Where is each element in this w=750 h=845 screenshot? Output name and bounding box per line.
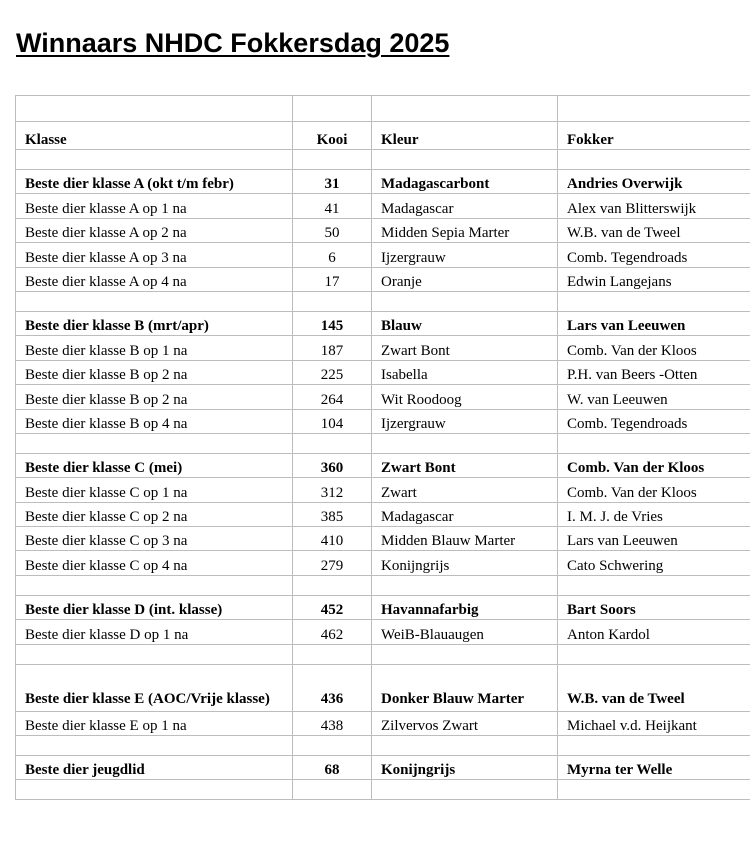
kleur-cell: Konijngrijs <box>372 756 558 780</box>
fokker-cell: Lars van Leeuwen <box>558 311 750 335</box>
empty-cell <box>16 644 293 664</box>
column-header-kleur: Kleur <box>372 122 558 150</box>
empty-cell <box>293 96 372 122</box>
table-row <box>16 620 750 644</box>
fokker-cell: Edwin Langejans <box>558 267 750 291</box>
klasse-cell: Beste dier klasse C op 3 na <box>16 527 293 551</box>
table-row <box>16 478 750 502</box>
kleur-cell: Konijngrijs <box>372 551 558 575</box>
kooi-cell: 385 <box>293 502 372 526</box>
klasse-cell: Beste dier klasse B op 2 na <box>16 360 293 384</box>
winner-row <box>16 170 750 194</box>
spacer-row <box>16 644 750 664</box>
table-row <box>16 551 750 575</box>
empty-cell <box>16 780 293 800</box>
table-row <box>16 385 750 409</box>
page-title: Winnaars NHDC Fokkersdag 2025 <box>16 28 450 58</box>
klasse-cell: Beste dier klasse B op 1 na <box>16 336 293 360</box>
empty-cell <box>16 433 293 453</box>
fokker-cell: I. M. J. de Vries <box>558 502 750 526</box>
empty-cell <box>372 291 558 311</box>
kleur-cell: Madagascar <box>372 194 558 218</box>
winner-row <box>16 453 750 477</box>
empty-cell <box>293 575 372 595</box>
kleur-cell: Ijzergrauw <box>372 243 558 267</box>
fokker-cell: W.B. van de Tweel <box>558 218 750 242</box>
kooi-cell: 410 <box>293 527 372 551</box>
fokker-cell: P.H. van Beers -Otten <box>558 360 750 384</box>
empty-cell <box>558 736 750 756</box>
klasse-cell: Beste dier klasse C (mei) <box>16 453 293 477</box>
table-row <box>16 336 750 360</box>
klasse-cell: Beste dier klasse E (AOC/Vrije klasse) <box>16 664 293 711</box>
spacer-row <box>16 96 750 122</box>
klasse-cell: Beste dier klasse A (okt t/m febr) <box>16 170 293 194</box>
kooi-cell: 360 <box>293 453 372 477</box>
winner-row <box>16 756 750 780</box>
kleur-cell: Madagascar <box>372 502 558 526</box>
kooi-cell: 68 <box>293 756 372 780</box>
table-row <box>16 218 750 242</box>
empty-cell <box>293 780 372 800</box>
fokker-cell: Comb. Van der Kloos <box>558 453 750 477</box>
kooi-cell: 312 <box>293 478 372 502</box>
spacer-row <box>16 736 750 756</box>
klasse-cell: Beste dier klasse E op 1 na <box>16 711 293 735</box>
kooi-cell: 225 <box>293 360 372 384</box>
kooi-cell: 31 <box>293 170 372 194</box>
klasse-cell: Beste dier klasse A op 3 na <box>16 243 293 267</box>
kleur-cell: Donker Blauw Marter <box>372 664 558 711</box>
fokker-cell: Comb. Tegendroads <box>558 409 750 433</box>
klasse-cell: Beste dier klasse B op 4 na <box>16 409 293 433</box>
kooi-cell: 438 <box>293 711 372 735</box>
fokker-cell: Myrna ter Welle <box>558 756 750 780</box>
empty-cell <box>16 150 293 170</box>
kleur-cell: Oranje <box>372 267 558 291</box>
klasse-cell: Beste dier klasse B (mrt/apr) <box>16 311 293 335</box>
fokker-cell: Comb. Tegendroads <box>558 243 750 267</box>
empty-cell <box>558 644 750 664</box>
fokker-cell: Comb. Van der Kloos <box>558 478 750 502</box>
table-row <box>16 711 750 735</box>
empty-cell <box>372 433 558 453</box>
table-row <box>16 267 750 291</box>
klasse-cell: Beste dier klasse A op 2 na <box>16 218 293 242</box>
table-row <box>16 360 750 384</box>
spacer-row <box>16 780 750 800</box>
fokker-cell: Anton Kardol <box>558 620 750 644</box>
kleur-cell: Ijzergrauw <box>372 409 558 433</box>
kooi-cell: 50 <box>293 218 372 242</box>
empty-cell <box>16 736 293 756</box>
winner-row <box>16 595 750 619</box>
kleur-cell: Zilvervos Zwart <box>372 711 558 735</box>
kooi-cell: 17 <box>293 267 372 291</box>
kooi-cell: 41 <box>293 194 372 218</box>
kooi-cell: 104 <box>293 409 372 433</box>
klasse-cell: Beste dier klasse B op 2 na <box>16 385 293 409</box>
empty-cell <box>372 575 558 595</box>
fokker-cell: W.B. van de Tweel <box>558 664 750 711</box>
kooi-cell: 264 <box>293 385 372 409</box>
klasse-cell: Beste dier klasse A op 1 na <box>16 194 293 218</box>
klasse-cell: Beste dier klasse C op 4 na <box>16 551 293 575</box>
kleur-cell: Blauw <box>372 311 558 335</box>
kleur-cell: Isabella <box>372 360 558 384</box>
empty-cell <box>16 96 293 122</box>
kleur-cell: Wit Roodoog <box>372 385 558 409</box>
kooi-cell: 436 <box>293 664 372 711</box>
fokker-cell: Michael v.d. Heijkant <box>558 711 750 735</box>
empty-cell <box>293 736 372 756</box>
klasse-cell: Beste dier jeugdlid <box>16 756 293 780</box>
empty-cell <box>293 644 372 664</box>
empty-cell <box>558 780 750 800</box>
kooi-cell: 187 <box>293 336 372 360</box>
empty-cell <box>558 150 750 170</box>
column-header-klasse: Klasse <box>16 122 293 150</box>
kooi-cell: 145 <box>293 311 372 335</box>
empty-cell <box>16 291 293 311</box>
klasse-cell: Beste dier klasse C op 1 na <box>16 478 293 502</box>
kleur-cell: Havannafarbig <box>372 595 558 619</box>
klasse-cell: Beste dier klasse C op 2 na <box>16 502 293 526</box>
empty-cell <box>293 433 372 453</box>
results-body <box>16 96 750 800</box>
fokker-cell: Comb. Van der Kloos <box>558 336 750 360</box>
empty-cell <box>372 644 558 664</box>
empty-cell <box>558 96 750 122</box>
empty-cell <box>16 575 293 595</box>
kleur-cell: Midden Sepia Marter <box>372 218 558 242</box>
fokker-cell: Alex van Blitterswijk <box>558 194 750 218</box>
table-row <box>16 194 750 218</box>
fokker-cell: Lars van Leeuwen <box>558 527 750 551</box>
results-table <box>15 95 750 800</box>
fokker-cell: W. van Leeuwen <box>558 385 750 409</box>
column-header-kooi: Kooi <box>293 122 372 150</box>
fokker-cell: Bart Soors <box>558 595 750 619</box>
fokker-cell: Andries Overwijk <box>558 170 750 194</box>
winner-row <box>16 311 750 335</box>
klasse-cell: Beste dier klasse D (int. klasse) <box>16 595 293 619</box>
kleur-cell: Zwart Bont <box>372 453 558 477</box>
empty-cell <box>372 96 558 122</box>
column-header-fokker: Fokker <box>558 122 750 150</box>
empty-cell <box>558 291 750 311</box>
kooi-cell: 279 <box>293 551 372 575</box>
spacer-row <box>16 150 750 170</box>
kleur-cell: Madagascarbont <box>372 170 558 194</box>
winner-row <box>16 664 750 711</box>
kleur-cell: Midden Blauw Marter <box>372 527 558 551</box>
empty-cell <box>372 150 558 170</box>
spacer-row <box>16 291 750 311</box>
fokker-cell: Cato Schwering <box>558 551 750 575</box>
kooi-cell: 6 <box>293 243 372 267</box>
kleur-cell: Zwart Bont <box>372 336 558 360</box>
table-row <box>16 243 750 267</box>
empty-cell <box>372 736 558 756</box>
empty-cell <box>293 150 372 170</box>
spacer-row <box>16 433 750 453</box>
table-row <box>16 502 750 526</box>
empty-cell <box>372 780 558 800</box>
klasse-cell: Beste dier klasse A op 4 na <box>16 267 293 291</box>
spacer-row <box>16 575 750 595</box>
kooi-cell: 452 <box>293 595 372 619</box>
kleur-cell: Zwart <box>372 478 558 502</box>
kleur-cell: WeiB-Blauaugen <box>372 620 558 644</box>
empty-cell <box>558 575 750 595</box>
table-row <box>16 527 750 551</box>
empty-cell <box>293 291 372 311</box>
empty-cell <box>558 433 750 453</box>
klasse-cell: Beste dier klasse D op 1 na <box>16 620 293 644</box>
kooi-cell: 462 <box>293 620 372 644</box>
header-row <box>16 122 750 150</box>
table-row <box>16 409 750 433</box>
